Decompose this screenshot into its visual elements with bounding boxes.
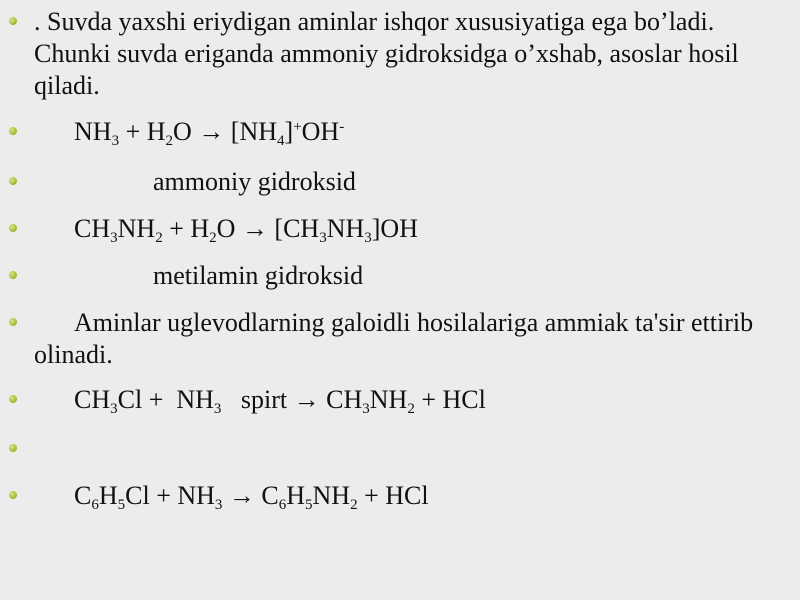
paragraph-amines-basic-properties: . Suvda yaxshi eriydigan aminlar ishqor xususiyatiga ega bo’ladi. Chunki suvda eriganda ammoniy gidroksidga o’xshab, asoslar hosil qiladi. [34, 7, 739, 100]
bullet-3 [9, 177, 17, 185]
equation-chlorobenzene-ammonia: $C_6H_5Cl + NH_3 \to C_6H_5NH_2$ + HCl [74, 481, 429, 513]
bullet-8-empty [9, 444, 17, 452]
label-methylamine-hydroxide: metilamin gidroksid [153, 261, 364, 290]
bullet-9 [9, 491, 17, 499]
bullet-4 [9, 224, 17, 232]
paragraph-amine-preparation: Aminlar uglevodlarning galoidli hosilalariga ammiak ta'sir ettirib olinadi. [34, 308, 754, 369]
bullet-2 [9, 127, 17, 135]
label-ammonium-hydroxide: ammoniy gidroksid [153, 167, 356, 196]
equation-methylamine-water: $CH_3NH_2 + H_2O \to [CH_3NH_3]OH$ [74, 214, 418, 246]
bullet-1 [9, 17, 17, 25]
bullet-6 [9, 318, 17, 326]
equation-ammonia-water: $NH_3 + H_2O \to [NH_4]^+OH^-$ [74, 117, 345, 149]
bullet-5 [9, 271, 17, 279]
equation-chloromethane-ammonia: $CH_3Cl + NH_3$ spirt → $CH_3NH_2$ + HCl [74, 385, 486, 417]
bullet-7 [9, 395, 17, 403]
